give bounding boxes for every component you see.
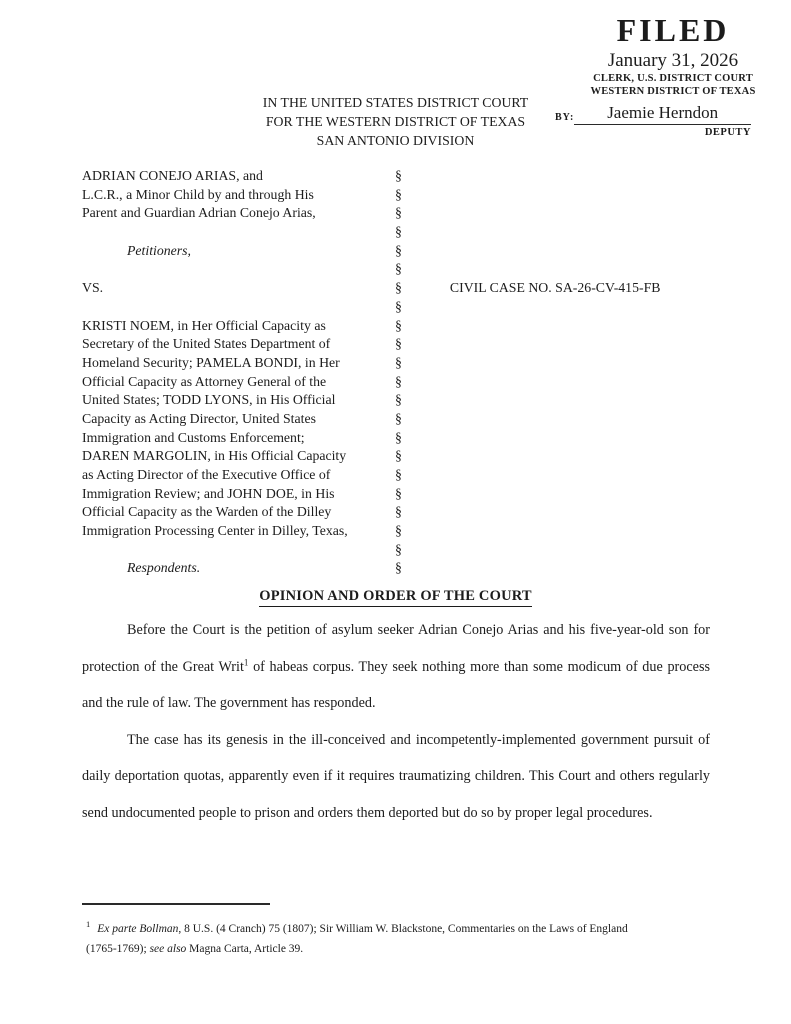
caption-line — [82, 503, 722, 522]
caption-line-text: Official Capacity as the Warden of the Dilley — [82, 504, 332, 520]
paragraph-1-text-pre: Before the Court is the petition of asylum seeker Adrian Conejo Arias and his five-year-old son for protection of the Great Writ — [82, 622, 710, 675]
caption-line — [82, 410, 722, 429]
section-symbol: § — [395, 298, 402, 314]
filed-date: January 31, 2026 — [607, 50, 739, 71]
caption-line-text: Parent and Guardian Adrian Conejo Arias, — [82, 205, 316, 221]
court-header — [0, 93, 791, 150]
section-symbol: § — [395, 485, 402, 501]
section-symbol: § — [395, 168, 402, 183]
footnote-separator — [82, 903, 270, 905]
caption-line-text: Homeland Security; PAMELA BONDI, in Her — [82, 354, 340, 370]
section-symbol: § — [395, 317, 402, 333]
caption-line-text: VS. — [82, 280, 104, 296]
case-number: CIVIL CASE NO. SA-26-CV-415-FB — [449, 280, 661, 296]
caption-line — [82, 522, 722, 541]
section-symbol: § — [395, 373, 402, 389]
caption-line — [82, 298, 722, 317]
clerk-line-2: WESTERN DISTRICT OF TEXAS — [590, 86, 756, 97]
caption-line — [82, 354, 722, 373]
caption-line-text: Secretary of the United States Department of — [82, 336, 331, 352]
footnote-segments — [86, 923, 628, 955]
section-symbol: § — [395, 448, 402, 464]
caption-line — [82, 485, 722, 504]
court-name-line-3: SAN ANTONIO DIVISION — [316, 133, 475, 148]
caption-line — [82, 466, 722, 485]
caption-line — [82, 317, 722, 336]
caption-line-text: DAREN MARGOLIN, in His Official Capacity — [82, 448, 347, 464]
paragraph-1-text-post: of habeas corpus. They seek nothing more than some modicum of due process and the rule of law. The government has responded. — [82, 658, 710, 711]
caption-line-text — [82, 223, 395, 242]
footnote-marker: 1 — [86, 919, 91, 930]
section-symbol: § — [395, 186, 402, 202]
caption-line — [82, 447, 722, 466]
section-symbol: § — [395, 504, 402, 520]
deputy-signature: Jaemie Herndon — [574, 103, 751, 125]
caption-line — [82, 186, 722, 205]
caption-line — [82, 391, 722, 410]
caption-line — [82, 541, 722, 560]
caption-line — [82, 260, 722, 279]
caption-line-text: Immigration Review; and JOHN DOE, in His — [82, 485, 335, 501]
body-paragraph-2: The case has its genesis in the ill-conceived and incompetently-implemented government pursuit of daily deportation quotas, apparently even if it requires traumatizing children. This Court and others regularly send undocumented people to prison and orders them deported but do so by proper legal procedures. — [82, 731, 710, 821]
footnote-area — [82, 903, 660, 971]
caption-line — [82, 429, 722, 448]
opinion-title: OPINION AND ORDER OF THE COURT — [259, 588, 532, 607]
caption-line — [82, 167, 722, 186]
deputy-label: DEPUTY — [704, 127, 751, 138]
section-symbol: § — [395, 354, 402, 370]
section-symbol: § — [395, 261, 402, 277]
caption-line-text: Immigration Processing Center in Dilley, Texas, — [82, 523, 348, 539]
footnote-1 — [82, 920, 660, 959]
section-symbol: § — [395, 205, 402, 221]
caption-line-text: Capacity as Acting Director, United States — [82, 410, 316, 426]
clerk-line-1: CLERK, U.S. DISTRICT COURT — [593, 73, 753, 84]
caption-line — [82, 373, 722, 392]
caption-line-text: KRISTI NOEM, in Her Official Capacity as — [82, 317, 326, 333]
footnote-segment: Ex parte Bollman — [97, 923, 179, 935]
section-symbol: § — [395, 410, 402, 426]
caption-line — [82, 335, 722, 354]
section-symbol: § — [395, 541, 402, 557]
caption-line-text: Immigration and Customs Enforcement; — [82, 429, 305, 445]
footnote-segment: see also — [149, 942, 187, 955]
section-symbol: § — [395, 242, 402, 258]
caption-line-text: Respondents. — [127, 560, 201, 576]
opinion-title-row — [0, 588, 791, 607]
caption-line — [82, 223, 722, 242]
filed-label: FILED — [616, 12, 730, 48]
caption-line — [82, 204, 722, 223]
footnote-segment: , 8 U.S. (4 Cranch) 75 (1807); Sir William W. Blackstone, Commentaries on the Laws of England (1765-1769); — [86, 923, 628, 955]
body-paragraph-1 — [82, 612, 710, 722]
section-symbol: § — [395, 467, 402, 482]
caption-line-text — [82, 541, 395, 560]
by-label: BY: — [555, 112, 575, 123]
case-caption — [82, 167, 722, 578]
caption-line — [82, 559, 722, 578]
court-name-line-2: FOR THE WESTERN DISTRICT OF TEXAS — [265, 114, 526, 129]
section-symbol: § — [395, 336, 402, 352]
footnote-segment: Magna Carta, Article 39. — [186, 942, 304, 955]
caption-line-text: L.C.R., a Minor Child by and through His — [82, 186, 314, 202]
section-symbol: § — [395, 523, 402, 539]
section-symbol: § — [395, 224, 402, 240]
footnote-reference: 1 — [243, 656, 249, 667]
section-symbol: § — [395, 392, 402, 408]
caption-line-text: Official Capacity as Attorney General of the — [82, 373, 327, 389]
opinion-body — [82, 612, 710, 831]
court-name-line-1: IN THE UNITED STATES DISTRICT COURT — [262, 95, 529, 110]
caption-line — [82, 242, 722, 261]
caption-line-text: United States; TODD LYONS, in His Official — [82, 392, 336, 408]
section-symbol: § — [395, 560, 402, 576]
caption-line-text — [82, 298, 395, 317]
caption-line — [82, 279, 722, 298]
section-symbol: § — [395, 280, 402, 296]
caption-line-text — [82, 260, 395, 279]
caption-line-text: Petitioners, — [127, 242, 191, 258]
caption-line-text: ADRIAN CONEJO ARIAS, and — [82, 168, 263, 183]
section-symbol: § — [395, 429, 402, 445]
caption-line-text: as Acting Director of the Executive Office of — [82, 467, 331, 482]
